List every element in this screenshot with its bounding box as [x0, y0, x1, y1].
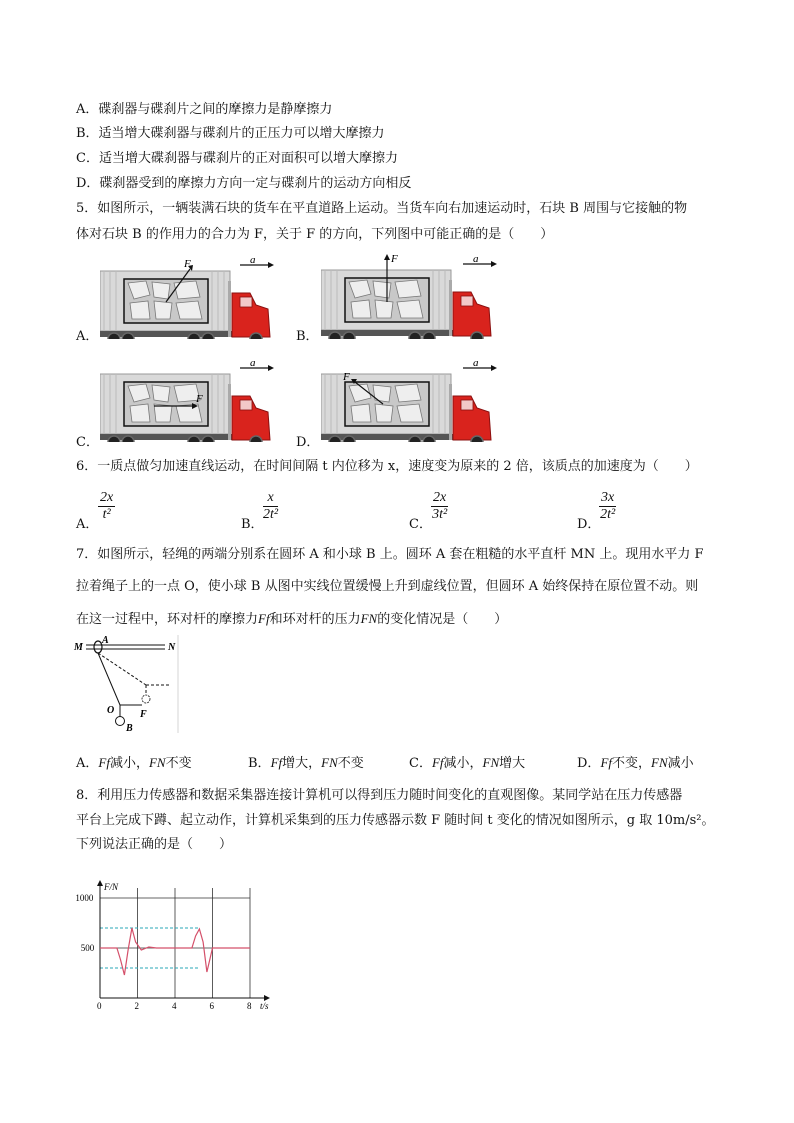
q7-option-c [409, 754, 525, 773]
q6-option-b-label: B． [241, 517, 264, 532]
normal-force-symbol: FN [321, 755, 338, 770]
q6-option-a-label: A． [76, 517, 99, 532]
friction-symbol: Ff [270, 755, 283, 770]
q8-stem-line1: 8．利用压力传感器和数据采集器连接计算机可以得到压力随时间变化的直观图像。某同学站在压力传感器 [76, 788, 683, 803]
x-tick-label: 6 [209, 1001, 214, 1011]
accel-label: a [473, 360, 479, 369]
q7-option-b [248, 754, 364, 773]
y-tick-label: 1000 [75, 893, 94, 903]
friction-symbol: Ff [258, 611, 270, 626]
q7-stem-part-b: 和环对杆的压力 [269, 612, 361, 627]
normal-force-symbol: FN [360, 611, 378, 626]
numerator: x [263, 490, 278, 507]
denominator: t² [102, 507, 111, 522]
q8-stem-line3: 下列说法正确的是（ ） [76, 837, 233, 852]
q7-stem-line3 [76, 610, 507, 629]
chart-grid [100, 888, 250, 998]
q4-option-c: C．适当增大碟刹器与碟刹片的正对面积可以增大摩擦力 [76, 151, 398, 166]
q6-option-d-fraction [599, 490, 616, 523]
force-time-chart [70, 880, 280, 1012]
q6-option-a-fraction [98, 490, 115, 523]
denominator: 3t² [432, 507, 448, 522]
ff-change: 减小， [443, 756, 483, 771]
q6-option-d-label: D． [577, 517, 601, 532]
ff-change: 增大， [282, 756, 322, 771]
accel-label: a [250, 360, 256, 369]
option-label: C． [409, 756, 432, 771]
label-f: F [140, 709, 147, 720]
ff-change: 减小， [109, 756, 149, 771]
fn-change: 不变 [165, 756, 192, 771]
q5-truck-diagram-c [100, 360, 285, 442]
q5-stem-line1: 5．如图所示，一辆装满石块的货车在平直道路上运动。当货车向右加速运动时，石块 B 周围与它接触的物 [76, 201, 688, 216]
q7-stem-part-c: 的变化情况是（ ） [377, 612, 508, 627]
y-tick-label: 500 [80, 943, 95, 953]
numerator: 3x [601, 490, 615, 505]
q6-option-c-label: C． [409, 517, 432, 532]
q6-option-c-fraction [431, 490, 448, 523]
force-label: F [184, 258, 191, 270]
q4-option-b: B．适当增大碟刹器与碟刹片的正压力可以增大摩擦力 [76, 126, 385, 141]
normal-force-symbol: FN [651, 755, 668, 770]
x-tick-label: 0 [97, 1001, 102, 1011]
q8-stem-line2: 平台上完成下蹲、起立动作，计算机采集到的压力传感器示数 F 随时间 t 变化的情况如图所示，g 取 10m/s²。 [76, 813, 715, 828]
q6-stem: 6．一质点做匀加速直线运动，在时间间隔 t 内位移为 x，速度变为原来的 2 倍，该质点的加速度为（ ） [76, 459, 698, 474]
q7-diagram [70, 635, 185, 735]
x-tick-label: 8 [247, 1001, 252, 1011]
accel-label: a [250, 257, 256, 266]
label-n: N [168, 642, 176, 653]
fn-change: 增大 [499, 756, 526, 771]
q7-option-d [577, 754, 694, 773]
fn-change: 不变 [337, 756, 364, 771]
force-label: F [343, 371, 350, 383]
q5-option-c-label: C． [76, 435, 99, 450]
q5-truck-diagram-b [321, 252, 511, 339]
normal-force-symbol: FN [148, 755, 166, 770]
q4-option-a: A．碟刹器与碟刹片之间的摩擦力是静摩擦力 [76, 102, 333, 117]
fn-change: 减小 [667, 756, 694, 771]
numerator: 2x [100, 490, 114, 505]
accel-label: a [473, 253, 479, 265]
x-tick-label: 2 [134, 1001, 139, 1011]
x-axis-label: t/s [260, 1001, 269, 1011]
normal-force-symbol: FN [482, 755, 500, 770]
friction-symbol: Ff [98, 755, 110, 770]
y-axis-arrow [97, 880, 103, 886]
q5-option-a-label: A． [76, 329, 99, 344]
option-label: B． [248, 756, 271, 771]
denominator: 2t² [263, 507, 279, 522]
friction-symbol: Ff [600, 755, 612, 770]
force-label: F [196, 393, 203, 405]
q4-option-d: D．碟刹器受到的摩擦力方向一定与碟刹片的运动方向相反 [76, 176, 412, 191]
label-m: M [74, 642, 83, 653]
denominator: 2t² [600, 507, 616, 522]
ff-change: 不变， [612, 756, 652, 771]
numerator: 2x [433, 490, 447, 505]
q7-stem-line2: 拉着绳子上的一点 O，使小球 B 从图中实线位置缓慢上升到虚线位置，但圆环 A 始终保持在原位置不动。则 [76, 579, 699, 594]
x-tick-label: 4 [172, 1001, 177, 1011]
option-label: D． [577, 756, 601, 771]
friction-symbol: Ff [431, 755, 444, 770]
q5-truck-diagram-a [100, 257, 285, 339]
q7-stem-part-a: 在这一过程中，环对杆的摩擦力 [76, 612, 259, 627]
q6-option-b-fraction [263, 490, 278, 523]
q5-option-d-label: D． [296, 435, 320, 450]
label-a: A [102, 635, 109, 646]
q5-option-b-label: B． [296, 329, 319, 344]
option-label: A． [76, 756, 99, 771]
y-axis-label: F/N [104, 882, 119, 892]
q7-stem-line1: 7．如图所示，轻绳的两端分别系在圆环 A 和小球 B 上。圆环 A 套在粗糙的水平直杆 MN 上。现用水平力 F [76, 547, 704, 562]
q5-truck-diagram-d [321, 360, 511, 442]
label-o: O [107, 705, 115, 716]
chart-tick-labels [75, 882, 269, 1011]
q5-stem-line2: 体对石块 B 的作用力的合力为 F，关于 F 的方向，下列图中可能正确的是（ ） [76, 227, 554, 242]
q7-option-a [76, 754, 192, 773]
label-b: B [126, 723, 133, 734]
force-label: F [391, 253, 398, 265]
